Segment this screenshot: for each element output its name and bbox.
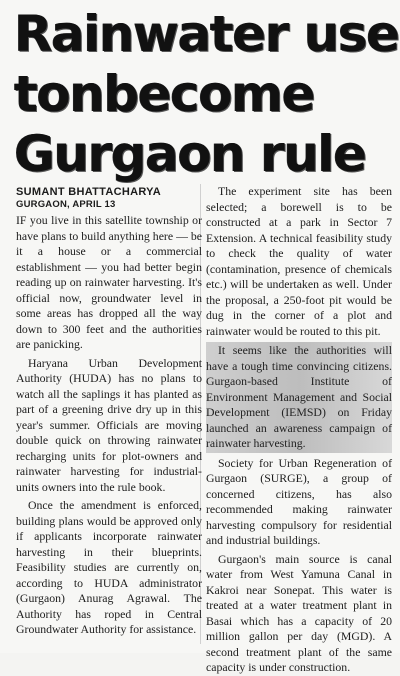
paragraph: Once the amendment is enforced, building plans would be approved only if applicants incorporate rainwater harvesting in their blueprints. Feasibility studies are currently on, according to HUDA administrator (Gurgaon) Anurag Agrawal. The Authority has roped in Central Groundwater Authority for assistance. xyxy=(16,498,202,636)
paragraph: Society for Urban Regeneration of Gurgaon (SURGE), a group of concerned citizens, has also recommended making rainwater harvesting compulsory for residential and industrial buildings. xyxy=(206,455,392,547)
paragraph: IF you live in this satellite township or have plans to build anything here — be it a house or a commercial establishment — you had better begin reading up on rainwater harvesting. It's official now, groundwater level in some areas has dropped all the way down to 300 feet and the authorities are panicking. xyxy=(16,213,202,351)
byline-author: SUMANT BHATTACHARYA xyxy=(16,186,162,198)
headline-line-3: Gurgaon rule xyxy=(14,125,366,183)
headline xyxy=(14,4,399,184)
paragraph: Gurgaon's main source is canal water from West Yamuna Canal in Kakroi near Sonepat. This water is treated at a water treatment plant in Basai which has a capacity of 20 million gallon per day (MGD). A second treatment plant of the same capacity is under construction. xyxy=(206,551,392,674)
byline xyxy=(16,186,194,210)
paragraph-smudged: It seems like the authorities will have a tough time convincing citizens. Gurgaon-based Institute of Environment Management and Social Development (IEMSD) on Friday launched an awareness campaign of rainwater harvesting. xyxy=(206,342,392,453)
headline-line-1: Rainwater use xyxy=(14,5,399,63)
paragraph: The experiment site has been selected; a borewell is to be constructed at a park in Sector 7 Extension. A technical feasibility study to check the quality of water (contamination, presence of chemicals etc.) will be undertaken as well. Under the proposal, a 250-foot pit would be dug in the corner of a plot and rainwater would be routed to this pit. xyxy=(206,184,392,338)
article-right-column xyxy=(206,184,392,676)
paragraph: Haryana Urban Development Authority (HUDA) has no plans to watch all the saplings it has planted as part of a greening drive dry up in this year's summer. Officials are moving double quick on throwing rainwater recharging units for plot-owners and rainwater harvesting for industrial-units owners into the rule book. xyxy=(16,355,202,494)
byline-dateline: GURGAON, APRIL 13 xyxy=(16,199,116,210)
headline-line-2: tonbecome xyxy=(14,65,315,123)
article-left-column xyxy=(16,213,202,638)
